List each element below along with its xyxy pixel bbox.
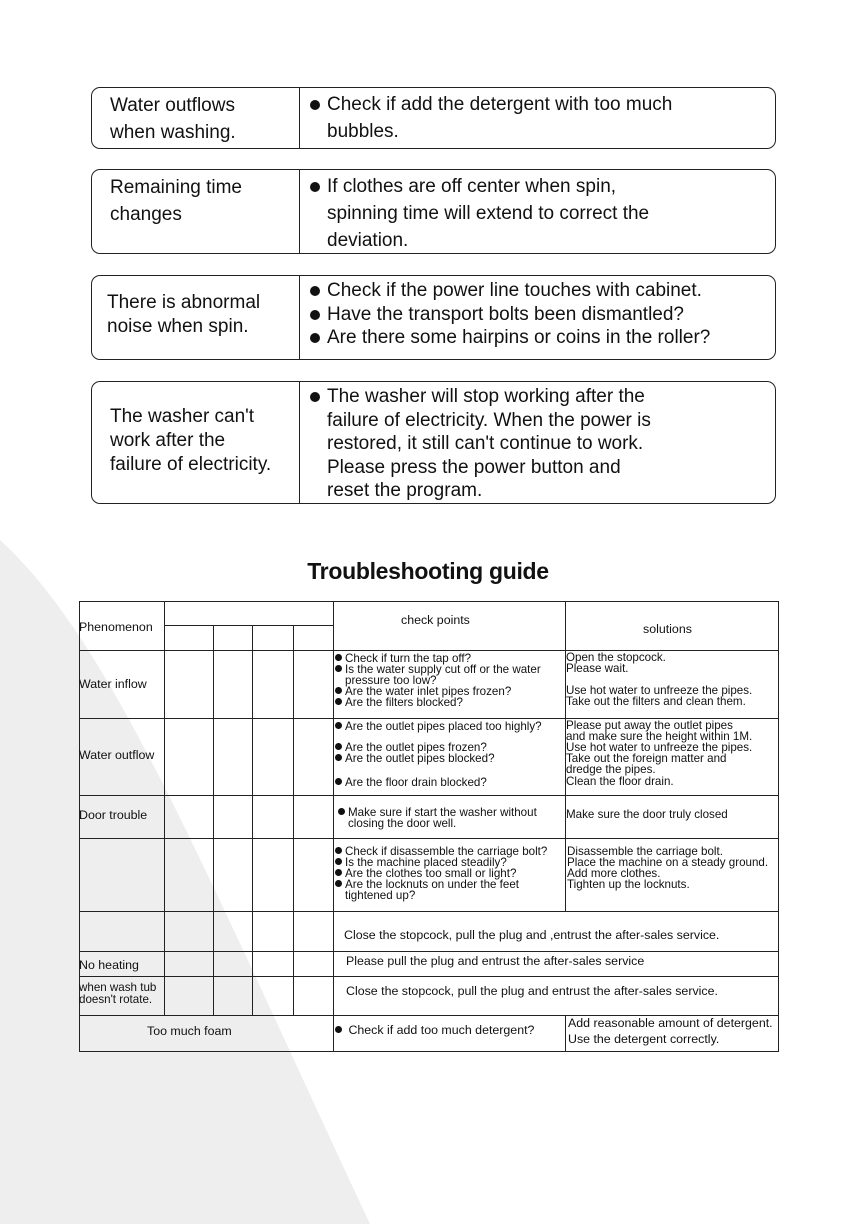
check-item: Are the floor drain blocked?	[335, 777, 487, 788]
solution-line: spinning time will extend to correct the	[327, 203, 650, 224]
bullet-dot-icon	[335, 880, 342, 887]
solution-line: failure of electricity. When the power is	[327, 409, 651, 431]
issue-label-line: noise when spin.	[107, 316, 249, 337]
check-item: Is the water supply cut off or the water	[335, 664, 541, 675]
issue-label-line: changes	[110, 204, 182, 225]
check-item: Are the filters blocked?	[335, 697, 463, 708]
issue-solution	[300, 88, 775, 148]
issue-box-water-outflow-washing	[91, 87, 776, 149]
bullet-dot-icon	[310, 392, 320, 402]
bullet-dot-icon	[310, 286, 320, 296]
row-divider	[79, 795, 779, 796]
bullet-dot-icon	[335, 847, 342, 854]
issue-label-line: work after the	[110, 430, 226, 451]
bullet-dot-icon	[335, 869, 342, 876]
bullet-dot-icon	[335, 1026, 342, 1033]
check-item: Are the outlet pipes frozen?	[335, 742, 487, 753]
issue-label	[92, 276, 300, 359]
row-phenomenon: doesn't rotate.	[79, 993, 153, 1006]
issue-label	[92, 382, 300, 503]
bullet-dot-icon	[310, 333, 320, 343]
row-phenomenon: Too much foam	[147, 1024, 232, 1038]
check-item: Check if add too much detergent?	[335, 1023, 534, 1038]
issue-label-line: The washer can't	[110, 406, 255, 427]
bullet-dot-icon	[335, 743, 342, 750]
bullet-dot-icon	[310, 182, 320, 192]
issue-label-line: when washing.	[110, 122, 236, 143]
solution-item: Take out the filters and clean them.	[566, 695, 746, 708]
solution-item: Use hot water to unfreeze the pipes.	[566, 684, 753, 697]
issue-label-line: There is abnormal	[107, 292, 261, 313]
bullet-dot-icon	[310, 100, 320, 110]
issue-box-abnormal-noise	[91, 275, 776, 360]
merged-instruction: Close the stopcock, pull the plug and ,entrust the after-sales service.	[344, 928, 720, 942]
solution-item: Use hot water to unfreeze the pipes.	[566, 741, 753, 754]
check-item: Is the machine placed steadily?	[335, 857, 507, 868]
check-item: Check if disassemble the carriage bolt?	[335, 846, 547, 857]
solution-item: Clean the floor drain.	[566, 775, 674, 788]
issue-label	[92, 88, 300, 148]
solution-item: Disassemble the carriage bolt.	[567, 845, 723, 858]
table-border-bottom	[79, 1051, 779, 1052]
solution-line: reset the program.	[327, 480, 483, 501]
issue-label	[92, 170, 300, 253]
bullet-dot-icon	[335, 665, 342, 672]
merged-instruction: Close the stopcock, pull the plug and entrust the after-sales service.	[346, 984, 718, 998]
solution-line: The washer will stop working after the	[327, 386, 645, 407]
row-divider	[79, 911, 779, 912]
solution-line: Check if the power line touches with cabinet.	[327, 280, 702, 301]
solution-item: and make sure the height within 1M.	[566, 730, 753, 743]
bullet-dot-icon	[310, 310, 320, 320]
bullet-dot-icon	[335, 654, 342, 661]
check-item: Check if turn the tap off?	[335, 653, 471, 664]
header-phenomenon: Phenomenon	[79, 620, 153, 634]
bullet-dot-icon	[335, 778, 342, 785]
solution-line: Check if add the detergent with too much	[327, 94, 673, 115]
bullet-dot-icon	[335, 687, 342, 694]
bullet-dot-icon	[335, 858, 342, 865]
solution-line: bubbles.	[327, 121, 399, 142]
bullet-dot-icon	[338, 808, 345, 815]
issue-box-remaining-time	[91, 169, 776, 254]
check-item: Are the water inlet pipes frozen?	[335, 686, 511, 697]
solution-item: Add more clothes.	[567, 867, 661, 880]
solution-item: Add reasonable amount of detergent.	[568, 1016, 773, 1030]
merged-instruction: Please pull the plug and entrust the after-sales service	[346, 954, 645, 968]
row-phenomenon: when wash tub	[79, 981, 157, 994]
issue-label-line: Remaining time	[110, 177, 242, 198]
col-divider-sub	[213, 626, 214, 1016]
row-divider	[79, 650, 779, 651]
issue-solution	[300, 170, 775, 253]
row-divider	[79, 951, 779, 952]
issue-label-line: failure of electricity.	[110, 454, 272, 475]
header-sub-divider	[165, 625, 333, 626]
solution-line: If clothes are off center when spin,	[327, 176, 617, 197]
solution-item: Use the detergent correctly.	[568, 1032, 720, 1046]
row-phenomenon: Water outflow	[79, 748, 155, 762]
col-divider-sub	[293, 626, 294, 1016]
row-divider	[79, 838, 779, 839]
solution-line: Please press the power button and	[327, 456, 621, 478]
solution-item: dredge the pipes.	[566, 763, 656, 776]
row-divider	[79, 976, 779, 977]
solution-item: Please wait.	[566, 662, 629, 675]
col-divider-phenomenon	[164, 601, 165, 1016]
solution-line: Have the transport bolts been dismantled?	[327, 303, 684, 325]
table-border-top	[79, 601, 779, 602]
col-divider-solutions-lower	[565, 1016, 566, 1052]
solution-item: Take out the foreign matter and	[566, 752, 727, 765]
row-phenomenon: Water inflow	[79, 677, 147, 691]
bullet-dot-icon	[335, 754, 342, 761]
row-phenomenon: No heating	[79, 958, 139, 972]
check-item-cont: pressure too low?	[345, 674, 437, 687]
check-item: Are the outlet pipes blocked?	[335, 753, 495, 764]
bullet-dot-icon	[335, 698, 342, 705]
solution-item: Open the stopcock.	[566, 651, 666, 664]
solution-item: Place the machine on a steady ground.	[567, 856, 769, 869]
issue-box-power-failure	[91, 381, 776, 504]
solution-line: Are there some hairpins or coins in the roller?	[327, 327, 711, 348]
check-item-cont: tightened up?	[345, 889, 416, 902]
check-item: Are the locknuts on under the feet	[335, 879, 519, 890]
solution-line: restored, it still can't continue to work.	[327, 433, 644, 454]
check-item: Make sure if start the washer without	[338, 807, 537, 818]
solution-line: deviation.	[327, 230, 409, 251]
section-title: Troubleshooting guide	[307, 558, 549, 584]
troubleshooting-table	[79, 601, 779, 1052]
check-item-cont: closing the door well.	[348, 817, 457, 830]
check-item: Are the clothes too small or light?	[335, 868, 516, 879]
header-solutions: solutions	[643, 622, 692, 636]
issue-label-line: Water outflows	[110, 95, 235, 116]
solution-item: Make sure the door truly closed	[566, 808, 728, 821]
header-check-points: check points	[401, 613, 470, 627]
bullet-dot-icon	[335, 722, 342, 729]
table-border-right	[778, 601, 779, 1052]
row-phenomenon: Door trouble	[79, 808, 148, 822]
col-divider-sub	[252, 626, 253, 1016]
solution-item: Please put away the outlet pipes	[566, 719, 733, 732]
issue-solution	[300, 276, 775, 359]
issue-solution	[300, 382, 775, 503]
check-item: Are the outlet pipes placed too highly?	[335, 721, 542, 732]
col-divider-checks	[333, 601, 334, 1052]
solution-item: Tighten up the locknuts.	[567, 878, 690, 891]
